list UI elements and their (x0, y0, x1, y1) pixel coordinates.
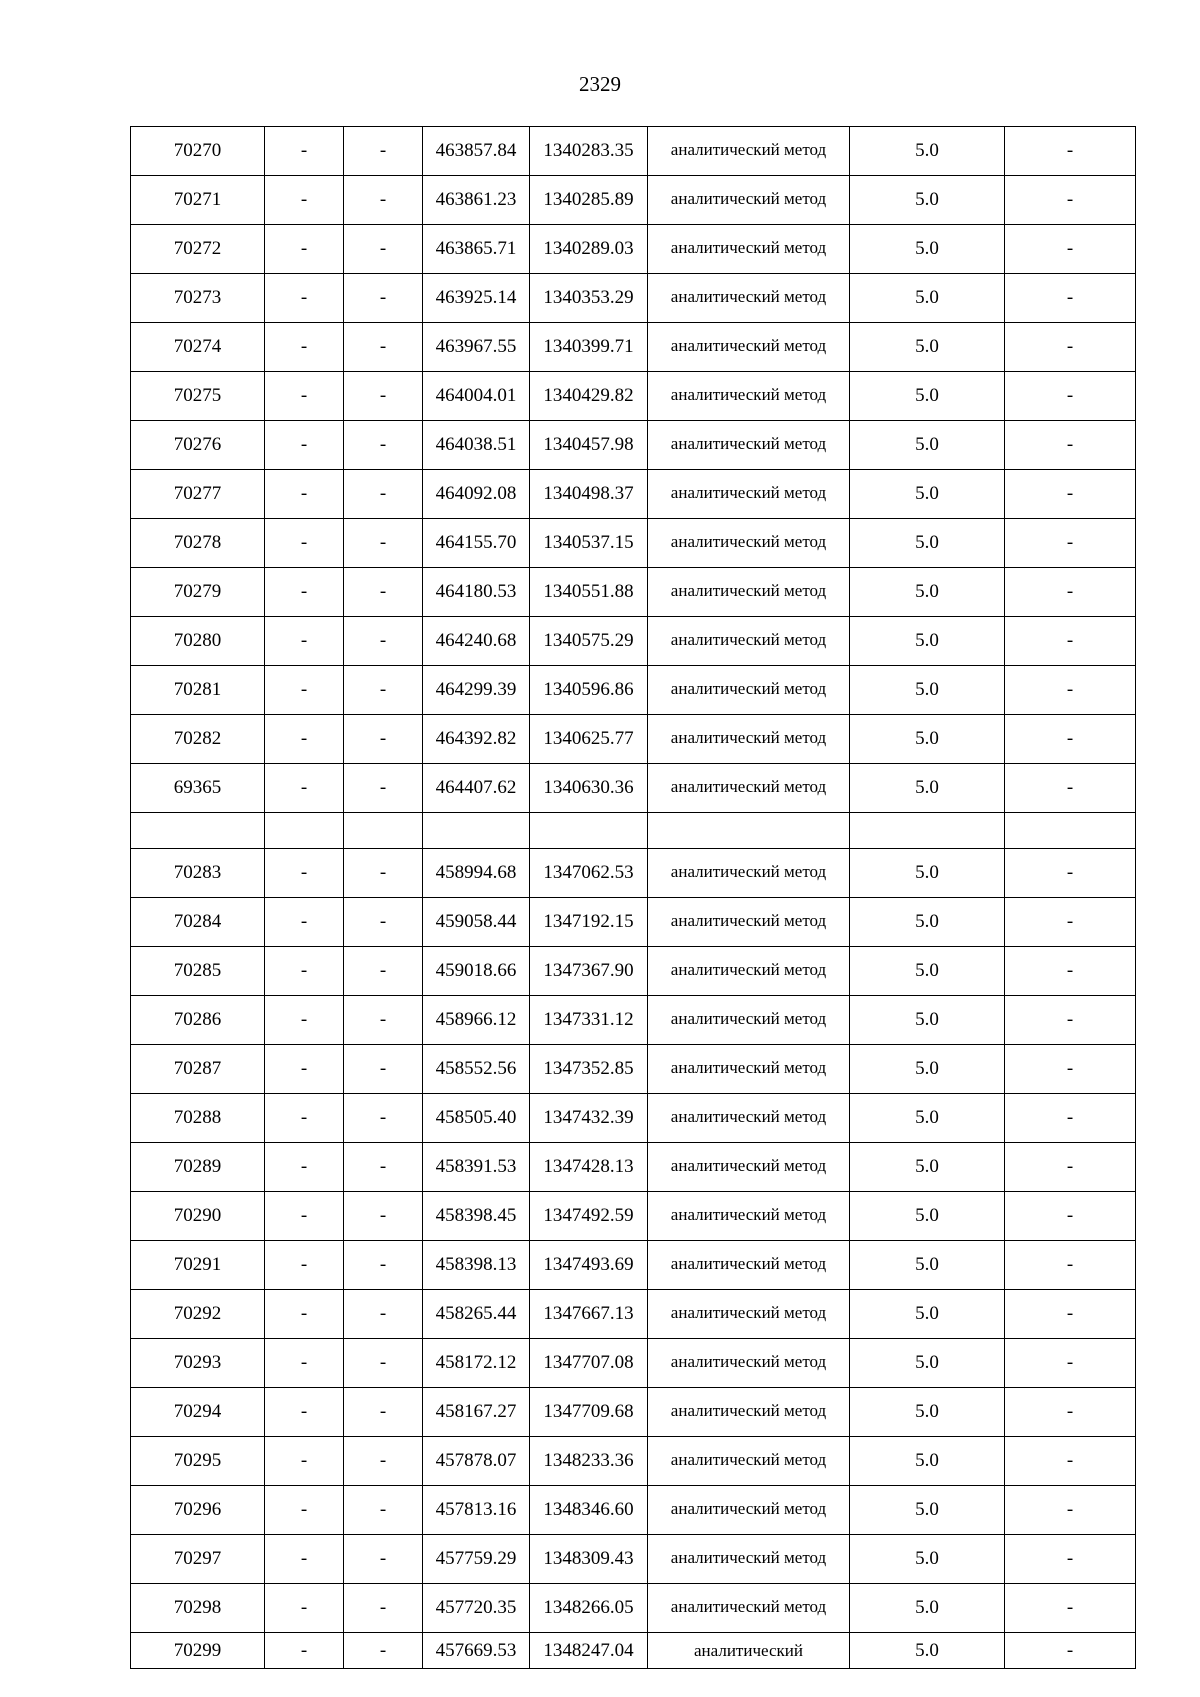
accuracy-cell: 5.0 (850, 421, 1005, 470)
empty-cell (648, 813, 850, 849)
method-cell: аналитический метод (648, 1192, 850, 1241)
method-cell: аналитический метод (648, 274, 850, 323)
table-row (131, 1094, 1136, 1143)
method-cell: аналитический метод (648, 764, 850, 813)
accuracy-cell: 5.0 (850, 568, 1005, 617)
table-row (131, 1192, 1136, 1241)
accuracy-cell: 5.0 (850, 470, 1005, 519)
accuracy-cell: 5.0 (850, 1290, 1005, 1339)
accuracy-cell: 5.0 (850, 996, 1005, 1045)
col3-cell: - (344, 1633, 423, 1669)
accuracy-cell: 5.0 (850, 127, 1005, 176)
col3-cell: - (344, 470, 423, 519)
col3-cell: - (344, 1584, 423, 1633)
method-cell: аналитический метод (648, 1290, 850, 1339)
point-id-cell: 70271 (131, 176, 265, 225)
col2-cell: - (265, 1094, 344, 1143)
point-id-cell: 70275 (131, 372, 265, 421)
x-coordinate-cell: 458167.27 (423, 1388, 530, 1437)
method-cell: аналитический метод (648, 1584, 850, 1633)
x-coordinate-cell: 464004.01 (423, 372, 530, 421)
col3-cell: - (344, 372, 423, 421)
col2-cell: - (265, 996, 344, 1045)
note-cell: - (1005, 1437, 1136, 1486)
col3-cell: - (344, 323, 423, 372)
method-cell: аналитический метод (648, 1486, 850, 1535)
method-cell: аналитический метод (648, 666, 850, 715)
note-cell: - (1005, 849, 1136, 898)
y-coordinate-cell: 1340399.71 (530, 323, 648, 372)
x-coordinate-cell: 457878.07 (423, 1437, 530, 1486)
table-row (131, 996, 1136, 1045)
point-id-cell: 70294 (131, 1388, 265, 1437)
x-coordinate-cell: 458391.53 (423, 1143, 530, 1192)
y-coordinate-cell: 1340283.35 (530, 127, 648, 176)
note-cell: - (1005, 274, 1136, 323)
accuracy-cell: 5.0 (850, 1094, 1005, 1143)
accuracy-cell: 5.0 (850, 1535, 1005, 1584)
x-coordinate-cell: 457813.16 (423, 1486, 530, 1535)
note-cell: - (1005, 519, 1136, 568)
accuracy-cell: 5.0 (850, 1143, 1005, 1192)
table-row (131, 666, 1136, 715)
note-cell: - (1005, 1094, 1136, 1143)
point-id-cell: 70284 (131, 898, 265, 947)
point-id-cell: 70296 (131, 1486, 265, 1535)
note-cell: - (1005, 1584, 1136, 1633)
col2-cell: - (265, 764, 344, 813)
col2-cell: - (265, 519, 344, 568)
col2-cell: - (265, 323, 344, 372)
col2-cell: - (265, 421, 344, 470)
x-coordinate-cell: 458552.56 (423, 1045, 530, 1094)
note-cell: - (1005, 1486, 1136, 1535)
table-row (131, 127, 1136, 176)
note-cell: - (1005, 1192, 1136, 1241)
point-id-cell: 70276 (131, 421, 265, 470)
accuracy-cell: 5.0 (850, 176, 1005, 225)
empty-cell (530, 813, 648, 849)
y-coordinate-cell: 1347707.08 (530, 1339, 648, 1388)
x-coordinate-cell: 458966.12 (423, 996, 530, 1045)
empty-cell (131, 813, 265, 849)
point-id-cell: 70295 (131, 1437, 265, 1486)
col3-cell: - (344, 519, 423, 568)
y-coordinate-cell: 1340457.98 (530, 421, 648, 470)
col3-cell: - (344, 666, 423, 715)
point-id-cell: 70291 (131, 1241, 265, 1290)
accuracy-cell: 5.0 (850, 274, 1005, 323)
col3-cell: - (344, 996, 423, 1045)
y-coordinate-cell: 1340429.82 (530, 372, 648, 421)
note-cell: - (1005, 372, 1136, 421)
col3-cell: - (344, 274, 423, 323)
y-coordinate-cell: 1347492.59 (530, 1192, 648, 1241)
table-row (131, 1633, 1136, 1669)
y-coordinate-cell: 1340498.37 (530, 470, 648, 519)
accuracy-cell: 5.0 (850, 1241, 1005, 1290)
point-id-cell: 70277 (131, 470, 265, 519)
table-row (131, 274, 1136, 323)
y-coordinate-cell: 1340537.15 (530, 519, 648, 568)
point-id-cell: 70279 (131, 568, 265, 617)
table-row (131, 1143, 1136, 1192)
point-id-cell: 70274 (131, 323, 265, 372)
note-cell: - (1005, 127, 1136, 176)
table-row (131, 849, 1136, 898)
table-row (131, 1241, 1136, 1290)
note-cell: - (1005, 764, 1136, 813)
x-coordinate-cell: 464092.08 (423, 470, 530, 519)
x-coordinate-cell: 463967.55 (423, 323, 530, 372)
method-cell: аналитический метод (648, 1388, 850, 1437)
col2-cell: - (265, 274, 344, 323)
table-row (131, 1045, 1136, 1094)
col3-cell: - (344, 568, 423, 617)
empty-cell (423, 813, 530, 849)
accuracy-cell: 5.0 (850, 666, 1005, 715)
x-coordinate-cell: 464299.39 (423, 666, 530, 715)
table-row (131, 1339, 1136, 1388)
coordinates-table (130, 126, 1136, 1669)
x-coordinate-cell: 463861.23 (423, 176, 530, 225)
method-cell: аналитический метод (648, 849, 850, 898)
method-cell: аналитический (648, 1633, 850, 1669)
y-coordinate-cell: 1340285.89 (530, 176, 648, 225)
note-cell: - (1005, 1241, 1136, 1290)
col3-cell: - (344, 1290, 423, 1339)
col3-cell: - (344, 1143, 423, 1192)
col2-cell: - (265, 225, 344, 274)
accuracy-cell: 5.0 (850, 225, 1005, 274)
x-coordinate-cell: 464038.51 (423, 421, 530, 470)
method-cell: аналитический метод (648, 176, 850, 225)
table-row (131, 947, 1136, 996)
col2-cell: - (265, 1388, 344, 1437)
y-coordinate-cell: 1347192.15 (530, 898, 648, 947)
col2-cell: - (265, 898, 344, 947)
point-id-cell: 70287 (131, 1045, 265, 1094)
note-cell: - (1005, 421, 1136, 470)
accuracy-cell: 5.0 (850, 1437, 1005, 1486)
note-cell: - (1005, 176, 1136, 225)
y-coordinate-cell: 1347428.13 (530, 1143, 648, 1192)
table-row (131, 372, 1136, 421)
note-cell: - (1005, 617, 1136, 666)
method-cell: аналитический метод (648, 617, 850, 666)
table-row (131, 470, 1136, 519)
point-id-cell: 70290 (131, 1192, 265, 1241)
note-cell: - (1005, 1633, 1136, 1669)
col2-cell: - (265, 715, 344, 764)
note-cell: - (1005, 1045, 1136, 1094)
point-id-cell: 70283 (131, 849, 265, 898)
table-row (131, 225, 1136, 274)
y-coordinate-cell: 1348233.36 (530, 1437, 648, 1486)
y-coordinate-cell: 1348309.43 (530, 1535, 648, 1584)
y-coordinate-cell: 1340551.88 (530, 568, 648, 617)
table-row (131, 764, 1136, 813)
y-coordinate-cell: 1347493.69 (530, 1241, 648, 1290)
y-coordinate-cell: 1340289.03 (530, 225, 648, 274)
point-id-cell: 70285 (131, 947, 265, 996)
x-coordinate-cell: 458505.40 (423, 1094, 530, 1143)
col2-cell: - (265, 1045, 344, 1094)
point-id-cell: 70282 (131, 715, 265, 764)
col3-cell: - (344, 1486, 423, 1535)
accuracy-cell: 5.0 (850, 372, 1005, 421)
col3-cell: - (344, 1339, 423, 1388)
method-cell: аналитический метод (648, 1045, 850, 1094)
note-cell: - (1005, 1535, 1136, 1584)
x-coordinate-cell: 458398.13 (423, 1241, 530, 1290)
method-cell: аналитический метод (648, 519, 850, 568)
point-id-cell: 70273 (131, 274, 265, 323)
col2-cell: - (265, 1633, 344, 1669)
col2-cell: - (265, 568, 344, 617)
table-row (131, 898, 1136, 947)
y-coordinate-cell: 1347709.68 (530, 1388, 648, 1437)
x-coordinate-cell: 458172.12 (423, 1339, 530, 1388)
x-coordinate-cell: 464407.62 (423, 764, 530, 813)
col2-cell: - (265, 666, 344, 715)
accuracy-cell: 5.0 (850, 617, 1005, 666)
accuracy-cell: 5.0 (850, 947, 1005, 996)
method-cell: аналитический метод (648, 898, 850, 947)
method-cell: аналитический метод (648, 372, 850, 421)
accuracy-cell: 5.0 (850, 1486, 1005, 1535)
col3-cell: - (344, 225, 423, 274)
x-coordinate-cell: 458994.68 (423, 849, 530, 898)
col3-cell: - (344, 764, 423, 813)
table-row (131, 568, 1136, 617)
point-id-cell: 70270 (131, 127, 265, 176)
note-cell: - (1005, 996, 1136, 1045)
method-cell: аналитический метод (648, 947, 850, 996)
x-coordinate-cell: 464180.53 (423, 568, 530, 617)
note-cell: - (1005, 947, 1136, 996)
point-id-cell: 70278 (131, 519, 265, 568)
col3-cell: - (344, 421, 423, 470)
x-coordinate-cell: 457720.35 (423, 1584, 530, 1633)
x-coordinate-cell: 463865.71 (423, 225, 530, 274)
point-id-cell: 70288 (131, 1094, 265, 1143)
accuracy-cell: 5.0 (850, 715, 1005, 764)
x-coordinate-cell: 464240.68 (423, 617, 530, 666)
accuracy-cell: 5.0 (850, 323, 1005, 372)
point-id-cell: 70272 (131, 225, 265, 274)
accuracy-cell: 5.0 (850, 1633, 1005, 1669)
point-id-cell: 70299 (131, 1633, 265, 1669)
point-id-cell: 70293 (131, 1339, 265, 1388)
note-cell: - (1005, 1290, 1136, 1339)
table-row (131, 519, 1136, 568)
col3-cell: - (344, 947, 423, 996)
x-coordinate-cell: 457669.53 (423, 1633, 530, 1669)
x-coordinate-cell: 459058.44 (423, 898, 530, 947)
accuracy-cell: 5.0 (850, 898, 1005, 947)
col2-cell: - (265, 1535, 344, 1584)
table-row (131, 617, 1136, 666)
method-cell: аналитический метод (648, 323, 850, 372)
method-cell: аналитический метод (648, 715, 850, 764)
method-cell: аналитический метод (648, 470, 850, 519)
table-row (131, 1437, 1136, 1486)
col3-cell: - (344, 715, 423, 764)
method-cell: аналитический метод (648, 996, 850, 1045)
x-coordinate-cell: 458265.44 (423, 1290, 530, 1339)
x-coordinate-cell: 459018.66 (423, 947, 530, 996)
table-row (131, 1584, 1136, 1633)
col3-cell: - (344, 127, 423, 176)
col3-cell: - (344, 898, 423, 947)
y-coordinate-cell: 1347667.13 (530, 1290, 648, 1339)
note-cell: - (1005, 898, 1136, 947)
y-coordinate-cell: 1347432.39 (530, 1094, 648, 1143)
table-row (131, 1486, 1136, 1535)
accuracy-cell: 5.0 (850, 764, 1005, 813)
col2-cell: - (265, 372, 344, 421)
col2-cell: - (265, 1437, 344, 1486)
table-row (131, 421, 1136, 470)
point-id-cell: 70297 (131, 1535, 265, 1584)
empty-cell (344, 813, 423, 849)
table-row (131, 715, 1136, 764)
y-coordinate-cell: 1347352.85 (530, 1045, 648, 1094)
empty-cell (265, 813, 344, 849)
note-cell: - (1005, 470, 1136, 519)
note-cell: - (1005, 568, 1136, 617)
table-body (131, 127, 1136, 1669)
empty-cell (1005, 813, 1136, 849)
col2-cell: - (265, 176, 344, 225)
col2-cell: - (265, 470, 344, 519)
table-row (131, 1290, 1136, 1339)
y-coordinate-cell: 1340630.36 (530, 764, 648, 813)
x-coordinate-cell: 457759.29 (423, 1535, 530, 1584)
table-row (131, 176, 1136, 225)
point-id-cell: 70298 (131, 1584, 265, 1633)
y-coordinate-cell: 1348247.04 (530, 1633, 648, 1669)
point-id-cell: 70286 (131, 996, 265, 1045)
note-cell: - (1005, 225, 1136, 274)
accuracy-cell: 5.0 (850, 1584, 1005, 1633)
col2-cell: - (265, 1486, 344, 1535)
method-cell: аналитический метод (648, 127, 850, 176)
col2-cell: - (265, 849, 344, 898)
y-coordinate-cell: 1347331.12 (530, 996, 648, 1045)
table-row (131, 323, 1136, 372)
accuracy-cell: 5.0 (850, 1045, 1005, 1094)
col2-cell: - (265, 1339, 344, 1388)
col2-cell: - (265, 947, 344, 996)
method-cell: аналитический метод (648, 1094, 850, 1143)
method-cell: аналитический метод (648, 1535, 850, 1584)
y-coordinate-cell: 1340625.77 (530, 715, 648, 764)
note-cell: - (1005, 1339, 1136, 1388)
method-cell: аналитический метод (648, 225, 850, 274)
point-id-cell: 70292 (131, 1290, 265, 1339)
x-coordinate-cell: 458398.45 (423, 1192, 530, 1241)
y-coordinate-cell: 1340353.29 (530, 274, 648, 323)
note-cell: - (1005, 715, 1136, 764)
x-coordinate-cell: 463857.84 (423, 127, 530, 176)
col3-cell: - (344, 617, 423, 666)
point-id-cell: 70280 (131, 617, 265, 666)
col2-cell: - (265, 1241, 344, 1290)
accuracy-cell: 5.0 (850, 1192, 1005, 1241)
x-coordinate-cell: 464392.82 (423, 715, 530, 764)
col2-cell: - (265, 1290, 344, 1339)
col2-cell: - (265, 617, 344, 666)
col3-cell: - (344, 1192, 423, 1241)
note-cell: - (1005, 666, 1136, 715)
col3-cell: - (344, 1437, 423, 1486)
point-id-cell: 70289 (131, 1143, 265, 1192)
method-cell: аналитический метод (648, 421, 850, 470)
y-coordinate-cell: 1340575.29 (530, 617, 648, 666)
y-coordinate-cell: 1348266.05 (530, 1584, 648, 1633)
col3-cell: - (344, 849, 423, 898)
y-coordinate-cell: 1347062.53 (530, 849, 648, 898)
col2-cell: - (265, 1143, 344, 1192)
x-coordinate-cell: 463925.14 (423, 274, 530, 323)
accuracy-cell: 5.0 (850, 1388, 1005, 1437)
method-cell: аналитический метод (648, 1241, 850, 1290)
method-cell: аналитический метод (648, 1339, 850, 1388)
y-coordinate-cell: 1340596.86 (530, 666, 648, 715)
col3-cell: - (344, 1388, 423, 1437)
y-coordinate-cell: 1347367.90 (530, 947, 648, 996)
col2-cell: - (265, 1192, 344, 1241)
col3-cell: - (344, 1535, 423, 1584)
method-cell: аналитический метод (648, 1143, 850, 1192)
col3-cell: - (344, 1094, 423, 1143)
method-cell: аналитический метод (648, 1437, 850, 1486)
col2-cell: - (265, 1584, 344, 1633)
accuracy-cell: 5.0 (850, 519, 1005, 568)
col3-cell: - (344, 176, 423, 225)
table-row-blank (131, 813, 1136, 849)
note-cell: - (1005, 1388, 1136, 1437)
accuracy-cell: 5.0 (850, 849, 1005, 898)
empty-cell (850, 813, 1005, 849)
note-cell: - (1005, 1143, 1136, 1192)
point-id-cell: 69365 (131, 764, 265, 813)
page-number: 2329 (579, 72, 621, 96)
col2-cell: - (265, 127, 344, 176)
col3-cell: - (344, 1045, 423, 1094)
method-cell: аналитический метод (648, 568, 850, 617)
table-row (131, 1535, 1136, 1584)
x-coordinate-cell: 464155.70 (423, 519, 530, 568)
table-row (131, 1388, 1136, 1437)
accuracy-cell: 5.0 (850, 1339, 1005, 1388)
col3-cell: - (344, 1241, 423, 1290)
note-cell: - (1005, 323, 1136, 372)
y-coordinate-cell: 1348346.60 (530, 1486, 648, 1535)
point-id-cell: 70281 (131, 666, 265, 715)
